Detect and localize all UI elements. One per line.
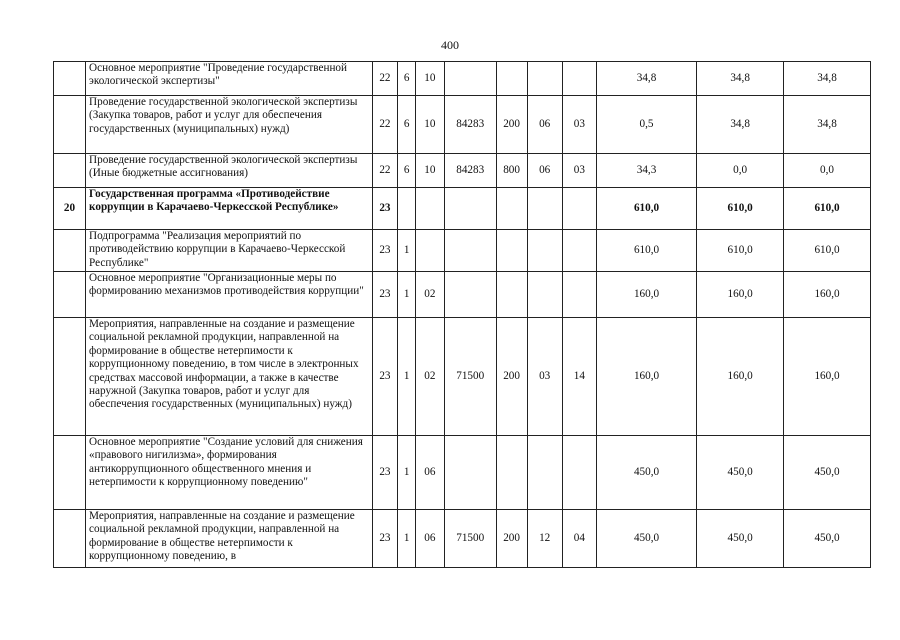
- value-year-1: 34,8: [596, 62, 696, 96]
- code-subprogram: 1: [398, 510, 416, 568]
- code-section: [527, 230, 562, 272]
- value-year-2: 610,0: [697, 230, 784, 272]
- code-program: 23: [372, 188, 398, 230]
- value-year-3: 450,0: [784, 436, 871, 510]
- code-program: 23: [372, 272, 398, 318]
- code-subprogram: 1: [398, 318, 416, 436]
- value-year-3: 34,8: [784, 96, 871, 154]
- code-expense-type: [496, 188, 527, 230]
- value-year-3: 34,8: [784, 62, 871, 96]
- value-year-2: 160,0: [697, 272, 784, 318]
- code-program: 23: [372, 510, 398, 568]
- budget-table: [53, 61, 871, 568]
- code-activity: 06: [415, 510, 444, 568]
- value-year-3: 160,0: [784, 272, 871, 318]
- value-year-1: 610,0: [596, 230, 696, 272]
- value-year-2: 0,0: [697, 154, 784, 188]
- code-expense-type: 200: [496, 318, 527, 436]
- value-year-2: 34,8: [697, 96, 784, 154]
- code-subprogram: [398, 188, 416, 230]
- value-year-2: 450,0: [697, 436, 784, 510]
- value-year-3: 610,0: [784, 230, 871, 272]
- code-direction: [444, 62, 496, 96]
- code-subprogram: 6: [398, 96, 416, 154]
- row-name: Основное мероприятие "Создание условий для снижения «правового нигилизма», формирования антикоррупционного общественного мнения и нетерпимости к коррупционному поведению": [86, 436, 372, 510]
- code-section: 03: [527, 318, 562, 436]
- code-expense-type: [496, 272, 527, 318]
- row-name: Мероприятия, направленные на создание и размещение социальной рекламной продукции, направленной на формирование в обществе нетерпимости к коррупционному поведению, в: [86, 510, 372, 568]
- table-row: [54, 230, 871, 272]
- value-year-3: 160,0: [784, 318, 871, 436]
- row-name: Проведение государственной экологической экспертизы (Закупка товаров, работ и услуг для обеспечения государственных (муниципальных) нужд): [86, 96, 372, 154]
- code-subsection: [562, 230, 596, 272]
- code-activity: 06: [415, 436, 444, 510]
- code-subsection: [562, 62, 596, 96]
- code-expense-type: [496, 230, 527, 272]
- value-year-2: 160,0: [697, 318, 784, 436]
- code-activity: 02: [415, 318, 444, 436]
- code-activity: 02: [415, 272, 444, 318]
- code-activity: 10: [415, 96, 444, 154]
- table-row: [54, 272, 871, 318]
- code-program: 23: [372, 436, 398, 510]
- code-direction: 84283: [444, 154, 496, 188]
- table-row: [54, 188, 871, 230]
- table-row: [54, 62, 871, 96]
- page-number: 400: [441, 38, 459, 52]
- code-direction: 84283: [444, 96, 496, 154]
- code-expense-type: [496, 62, 527, 96]
- code-subsection: 03: [562, 96, 596, 154]
- code-program: 23: [372, 318, 398, 436]
- code-expense-type: 200: [496, 96, 527, 154]
- row-name: Подпрограмма "Реализация мероприятий по противодействию коррупции в Карачаево-Черкесской Республике": [86, 230, 372, 272]
- code-direction: [444, 188, 496, 230]
- row-number: 20: [54, 188, 86, 230]
- code-section: [527, 62, 562, 96]
- code-direction: [444, 230, 496, 272]
- row-name: Мероприятия, направленные на создание и размещение социальной рекламной продукции, направленной на формирование в обществе нетерпимости к коррупционному поведению, в том числе в электронных средствах массовой информации, а также в качестве наружной (Закупка товаров, работ и услуг для обеспечения государственных (муниципальных) нужд): [86, 318, 372, 436]
- code-direction: [444, 436, 496, 510]
- value-year-1: 34,3: [596, 154, 696, 188]
- value-year-1: 610,0: [596, 188, 696, 230]
- code-expense-type: [496, 436, 527, 510]
- code-section: 06: [527, 96, 562, 154]
- code-section: 06: [527, 154, 562, 188]
- row-number: [54, 62, 86, 96]
- code-activity: 10: [415, 154, 444, 188]
- row-number: [54, 436, 86, 510]
- code-direction: [444, 272, 496, 318]
- code-subsection: [562, 272, 596, 318]
- code-section: [527, 272, 562, 318]
- value-year-1: 450,0: [596, 510, 696, 568]
- code-program: 22: [372, 62, 398, 96]
- value-year-1: 450,0: [596, 436, 696, 510]
- code-program: 23: [372, 230, 398, 272]
- code-program: 22: [372, 154, 398, 188]
- row-name: Основное мероприятие "Организационные меры по формированию механизмов противодействия коррупции": [86, 272, 372, 318]
- row-number: [54, 272, 86, 318]
- row-name: Государственная программа «Противодействие коррупции в Карачаево-Черкесской Республике»: [86, 188, 372, 230]
- code-activity: [415, 188, 444, 230]
- code-subprogram: 1: [398, 436, 416, 510]
- table-row: [54, 96, 871, 154]
- code-subsection: 03: [562, 154, 596, 188]
- table-body: [54, 62, 871, 568]
- row-number: [54, 510, 86, 568]
- code-activity: 10: [415, 62, 444, 96]
- table-row: [54, 510, 871, 568]
- row-number: [54, 230, 86, 272]
- value-year-3: 610,0: [784, 188, 871, 230]
- value-year-2: 34,8: [697, 62, 784, 96]
- code-subsection: 14: [562, 318, 596, 436]
- code-program: 22: [372, 96, 398, 154]
- value-year-2: 450,0: [697, 510, 784, 568]
- row-name: Основное мероприятие "Проведение государственной экологической экспертизы": [86, 62, 372, 96]
- table-row: [54, 318, 871, 436]
- code-direction: 71500: [444, 318, 496, 436]
- code-expense-type: 200: [496, 510, 527, 568]
- value-year-1: 160,0: [596, 318, 696, 436]
- value-year-2: 610,0: [697, 188, 784, 230]
- row-number: [54, 96, 86, 154]
- code-subprogram: 6: [398, 62, 416, 96]
- code-subsection: 04: [562, 510, 596, 568]
- code-activity: [415, 230, 444, 272]
- code-section: [527, 436, 562, 510]
- value-year-3: 0,0: [784, 154, 871, 188]
- row-number: [54, 318, 86, 436]
- value-year-1: 0,5: [596, 96, 696, 154]
- code-subprogram: 1: [398, 272, 416, 318]
- table-row: [54, 154, 871, 188]
- code-subprogram: 6: [398, 154, 416, 188]
- code-section: [527, 188, 562, 230]
- code-expense-type: 800: [496, 154, 527, 188]
- row-name: Проведение государственной экологической экспертизы (Иные бюджетные ассигнования): [86, 154, 372, 188]
- code-direction: 71500: [444, 510, 496, 568]
- row-number: [54, 154, 86, 188]
- code-subsection: [562, 188, 596, 230]
- code-subprogram: 1: [398, 230, 416, 272]
- code-section: 12: [527, 510, 562, 568]
- table-row: [54, 436, 871, 510]
- code-subsection: [562, 436, 596, 510]
- value-year-1: 160,0: [596, 272, 696, 318]
- value-year-3: 450,0: [784, 510, 871, 568]
